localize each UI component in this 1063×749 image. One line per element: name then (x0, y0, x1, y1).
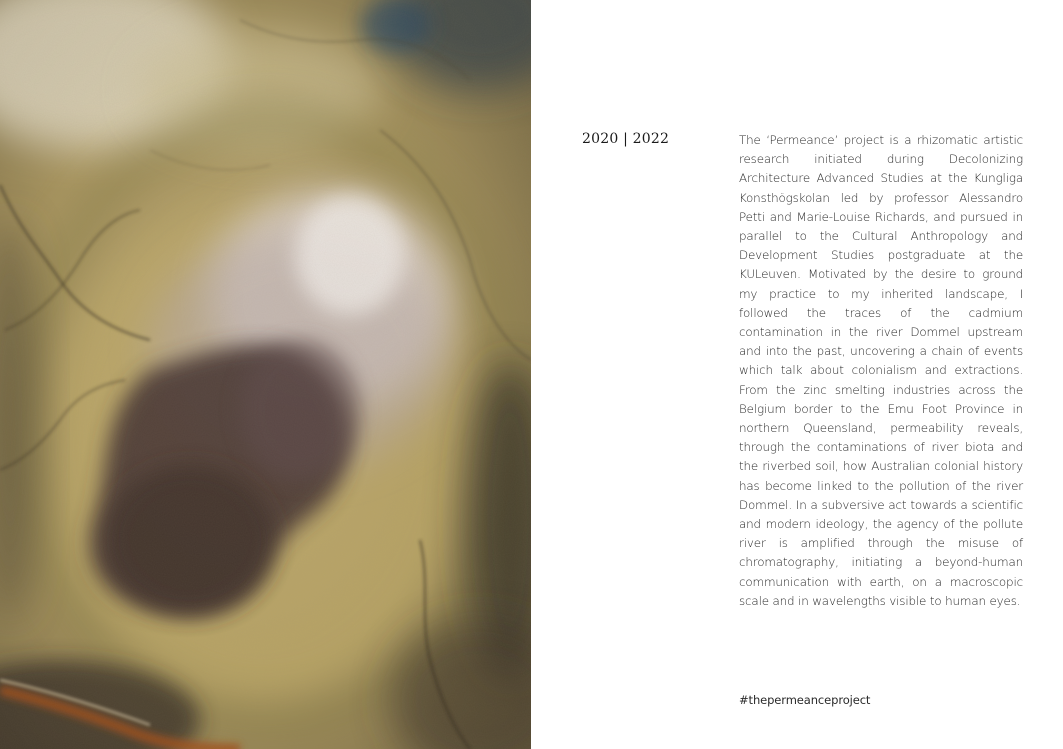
project-years: 2020 | 2022 (582, 131, 670, 147)
text-page (531, 0, 1063, 749)
chromatography-stain-image (0, 0, 531, 749)
project-hashtag: #thepermeanceproject (739, 693, 871, 707)
stain-photograph (0, 0, 531, 749)
project-description: The ‘Permeance’ project is a rhizomatic artistic research initiated during Decolonizing Architecture Advanced Studies at the Kungliga Konsthögskolan led by professor Alessandro Petti and Marie-Louise Richards, and pursued in parallel to the Cultural Anthropology and Development Studies postgraduate at the KULeuven. Motivated by the desire to ground my practice to my inherited landscape, I followed the traces of the cadmium contamination in the river Dommel upstream and into the past, uncovering a chain of events which talk about colonialism and extractions. From the zinc smelting industries across the Belgium border to the Emu Foot Province in northern Queensland, permeability reveals, through the contaminations of river biota and the riverbed soil, how Australian colonial history has become linked to the pollution of the river Dommel. In a subversive act towards a scientific and modern ideology, the agency of the pollute river is amplified through the misuse of chromatography, initiating a beyond-human communication with earth, on a macroscopic scale and in wavelengths visible to human eyes. (739, 133, 1023, 608)
